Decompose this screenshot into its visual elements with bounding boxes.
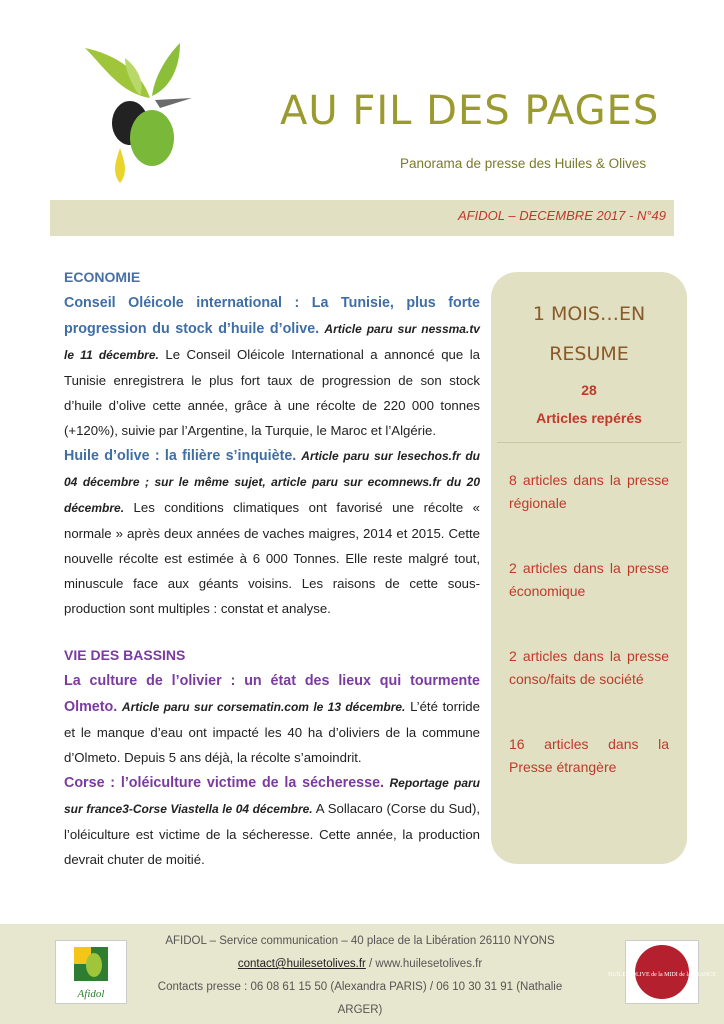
section-heading-economie: ECONOMIE [64,269,141,285]
afidol-logo-text: Afidol [77,988,105,1000]
page-subtitle: Panorama de presse des Huiles & Olives [400,156,647,171]
summary-count-label: Articles repérés [536,410,642,426]
footer [0,924,724,1024]
summary-item: 8 articles dans la presse régionale [509,472,669,511]
olive-branch-logo [80,38,195,198]
article-title: La culture de l’olivier : un état des lieux qui tourmente Olmeto. [64,673,480,715]
afidol-logo [55,940,127,1004]
summary-item: 2 articles dans la presse conso/faits de société [509,648,669,687]
footer-contact-line [140,953,580,976]
huile-midi-france-logo [608,940,716,1004]
article-body: Le Conseil Oléicole International a annoncé que la Tunisie enregistrera le plus fort taux de progression de son stock d’huile d’olive cette année, grâce à une récolte de 220 000 tonnes (+120%), suivie par l’Argentine, la Turquie, le Maroc et l’Algérie. [64,347,480,438]
footer-address: AFIDOL – Service communication – 40 place de la Libération 26110 NYONS [165,935,555,947]
summary-item: 2 articles dans la presse économique [509,560,669,599]
section-heading-vie-des-bassins: VIE DES BASSINS [64,647,186,663]
footer-text [140,930,580,1022]
footer-press-contacts: Contacts presse : 06 08 61 15 50 (Alexandra PARIS) / 06 10 30 31 91 (Nathalie ARGER) [157,981,563,1016]
article-source: Reportage paru sur france3-Corse Viastella le 04 décembre. [64,776,480,816]
article [64,290,480,443]
contact-email-link[interactable]: contact@huilesetolives.fr [237,958,366,970]
summary-title-line1: 1 MOIS…EN [532,303,646,325]
article-title: Conseil Oléicole international : La Tunisie, plus forte progression du stock d’huile d’olive. [64,295,480,337]
page-title: AU FIL DES PAGES [280,88,660,134]
article-source: Article paru sur nessma.tv le 11 décembre. [64,322,480,362]
article-body: L’été torride et le manque d’eau ont impacté les 40 ha d’oliviers de la commune d’Olmeto. Depuis 5 ans déjà, la récolte s’amoindrit. [64,699,480,765]
article-source: Article paru sur lesechos.fr du 04 décembre ; sur le même sujet, article paru sur ecomnews.fr du 20 décembre. [64,449,480,515]
article-body: A Sollacaro (Corse du Sud), l’oléiculture est victime de la sécheresse. Cette année, la production devrait chuter de moitié. [64,801,481,867]
summary-title-line2: RESUME [549,343,629,365]
article [64,668,480,770]
article-body: Les conditions climatiques ont favorisé une récolte « normale » après deux années de vaches maigres, 2014 et 2015. Cette nouvelle récolte est estimée à 6 000 Tonnes. Elle reste malgré tout, minuscule face aux géants voisins. Les raisons de cette sous-production sont multiples : constat et analyse. [64,500,480,616]
article-source: Article paru sur corsematin.com le 13 décembre. [121,700,406,714]
article [64,770,480,872]
issue-label: AFIDOL – DECEMBRE 2017 - N°49 [458,208,666,223]
summary-item: 16 articles dans la Presse étrangère [509,736,669,775]
website-text: / www.huilesetolives.fr [365,958,483,970]
issue-band [50,200,674,236]
summary-sidebar [491,272,687,864]
main-column [64,265,480,872]
logo-text: HUILE d'OLIVE de la MIDI de la FRANCE [608,972,716,978]
article-title: Corse : l’oléiculture victime de la sécheresse. [64,775,385,791]
article-title: Huile d’olive : la filière s’inquiète. [64,448,297,464]
summary-count: 28 [581,382,597,398]
article [64,443,480,621]
